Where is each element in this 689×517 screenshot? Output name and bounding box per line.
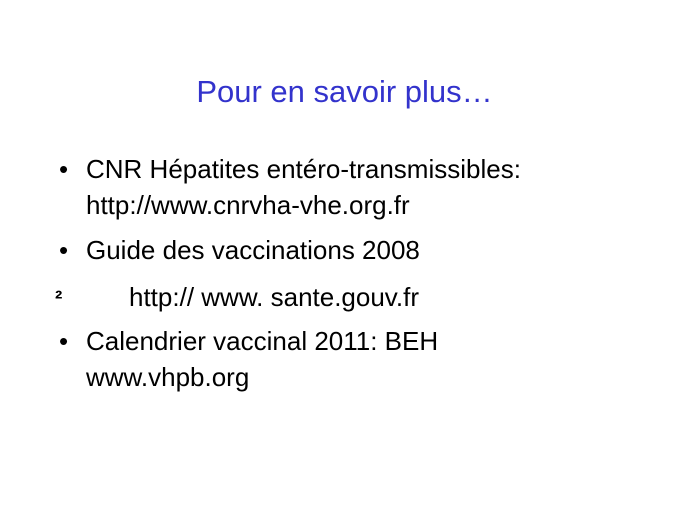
bullet-icon: • (59, 235, 69, 265)
superscript-two-icon: ² (55, 286, 63, 311)
list-item-line: http://www.cnrvha-vhe.org.fr (86, 190, 410, 220)
list-item-line: http:// www. sante.gouv.fr (129, 282, 419, 312)
list-item-line: Guide des vaccinations 2008 (86, 235, 420, 265)
bullet-icon: • (59, 154, 69, 184)
list-item-line: CNR Hépatites entéro-transmissibles: (86, 154, 521, 184)
list-item-line: www.vhpb.org (86, 362, 250, 392)
slide-title: Pour en savoir plus… (196, 74, 493, 109)
bullet-icon: • (59, 326, 69, 356)
list-item-line: Calendrier vaccinal 2011: BEH (86, 326, 439, 356)
